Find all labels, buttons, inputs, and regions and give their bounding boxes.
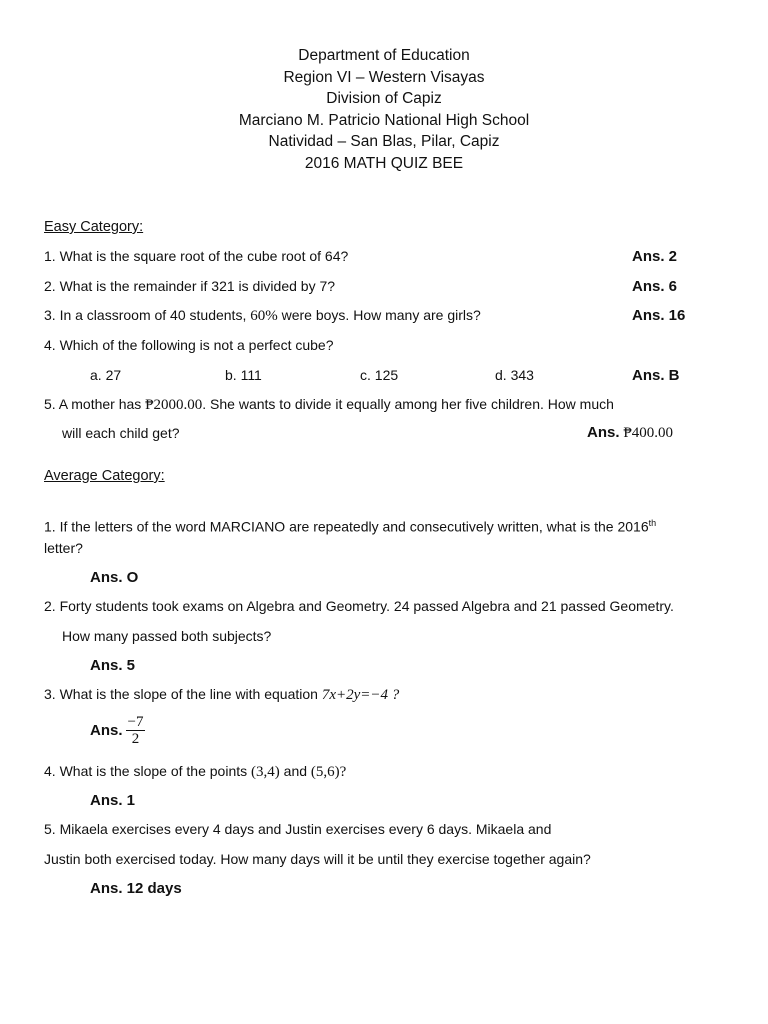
easy-q5-line2: will each child get?	[62, 425, 180, 441]
easy-q3-post: were boys. How many are girls?	[277, 307, 481, 323]
header-line-school: Marciano M. Patricio National High School	[238, 111, 530, 129]
header-line-division: Division of Capiz	[326, 90, 442, 108]
header-line-department: Department of Education	[298, 47, 470, 64]
avg-q3-answer	[90, 714, 145, 747]
easy-q5-text	[44, 396, 614, 414]
avg-q4-answer: Ans. 1	[90, 792, 136, 809]
easy-q4-text: 4. Which of the following is not a perfect cube?	[44, 337, 334, 353]
header-line-event: 2016 MATH QUIZ BEE	[304, 154, 464, 172]
easy-q5-post: . She wants to divide it equally among her five children. How much	[202, 396, 614, 412]
easy-q4-choice-b: b. 111	[225, 367, 262, 383]
avg-q1-line2: letter?	[44, 540, 83, 556]
header-line-region: Region VI – Western Visayas	[283, 68, 485, 86]
header-line-address: Natividad – San Blas, Pilar, Capiz	[268, 133, 500, 151]
avg-q4-mid: and	[279, 763, 311, 779]
easy-category-title: Easy Category:	[44, 219, 144, 235]
easy-q4-answer: Ans. B	[632, 367, 680, 384]
avg-q1-answer: Ans. O	[90, 569, 139, 586]
easy-q5-math: ₱2000.00	[145, 397, 203, 413]
avg-q4-text	[44, 763, 346, 781]
easy-q4-choice-c: c. 125	[360, 367, 399, 383]
avg-q4-point2: (5,6)?	[310, 764, 347, 780]
avg-q2-answer: Ans. 5	[90, 657, 136, 674]
easy-q5-answer-label: Ans.	[587, 424, 620, 441]
easy-q3-answer: Ans. 16	[632, 307, 686, 324]
easy-q3-pre: 3. In a classroom of 40 students,	[44, 307, 251, 323]
easy-q3-text	[44, 307, 481, 325]
easy-q4-choice-a: a. 27	[90, 367, 122, 383]
document-header	[0, 45, 768, 175]
avg-q2-line2: How many passed both subjects?	[62, 628, 272, 644]
avg-q3-fraction	[126, 714, 146, 747]
easy-q4-choice-d: d. 343	[495, 367, 534, 383]
avg-q1-sup: th	[648, 518, 657, 528]
easy-q2-answer: Ans. 6	[632, 278, 678, 295]
avg-q5-line2: Justin both exercised today. How many days will it be until they exercise together again?	[44, 851, 591, 867]
avg-q4-pre: 4. What is the slope of the points	[44, 763, 252, 779]
avg-q5-answer: Ans. 12 days	[90, 880, 182, 897]
easy-q1-answer: Ans. 2	[632, 248, 678, 265]
easy-q5-pre: 5. A mother has	[44, 396, 146, 412]
avg-q3-text	[44, 686, 399, 704]
easy-q1-text: 1. What is the square root of the cube root of 64?	[44, 248, 349, 264]
easy-q5-answer	[587, 424, 673, 442]
avg-q3-numerator: −7	[127, 714, 144, 730]
avg-q3-equation: 7x+2y=−4 ?	[321, 687, 400, 703]
avg-q1-main: 1. If the letters of the word MARCIANO are repeatedly and consecutively written, what is the 2016	[44, 518, 649, 535]
avg-q1-text	[44, 518, 656, 535]
easy-q2-text: 2. What is the remainder if 321 is divided by 7?	[44, 278, 336, 294]
average-category-title: Average Category:	[44, 468, 165, 484]
easy-q3-math: 60%	[250, 308, 278, 324]
avg-q3-denominator: 2	[131, 731, 140, 747]
avg-q3-answer-label: Ans.	[90, 722, 123, 739]
avg-q2-line1: 2. Forty students took exams on Algebra and Geometry. 24 passed Algebra and 21 passed Geometry.	[44, 598, 674, 614]
avg-q5-line1: 5. Mikaela exercises every 4 days and Justin exercises every 6 days. Mikaela and	[44, 821, 552, 837]
easy-q5-answer-value: ₱400.00	[623, 425, 673, 441]
avg-q3-pre: 3. What is the slope of the line with equation	[44, 686, 322, 702]
avg-q4-point1: (3,4)	[251, 764, 280, 780]
